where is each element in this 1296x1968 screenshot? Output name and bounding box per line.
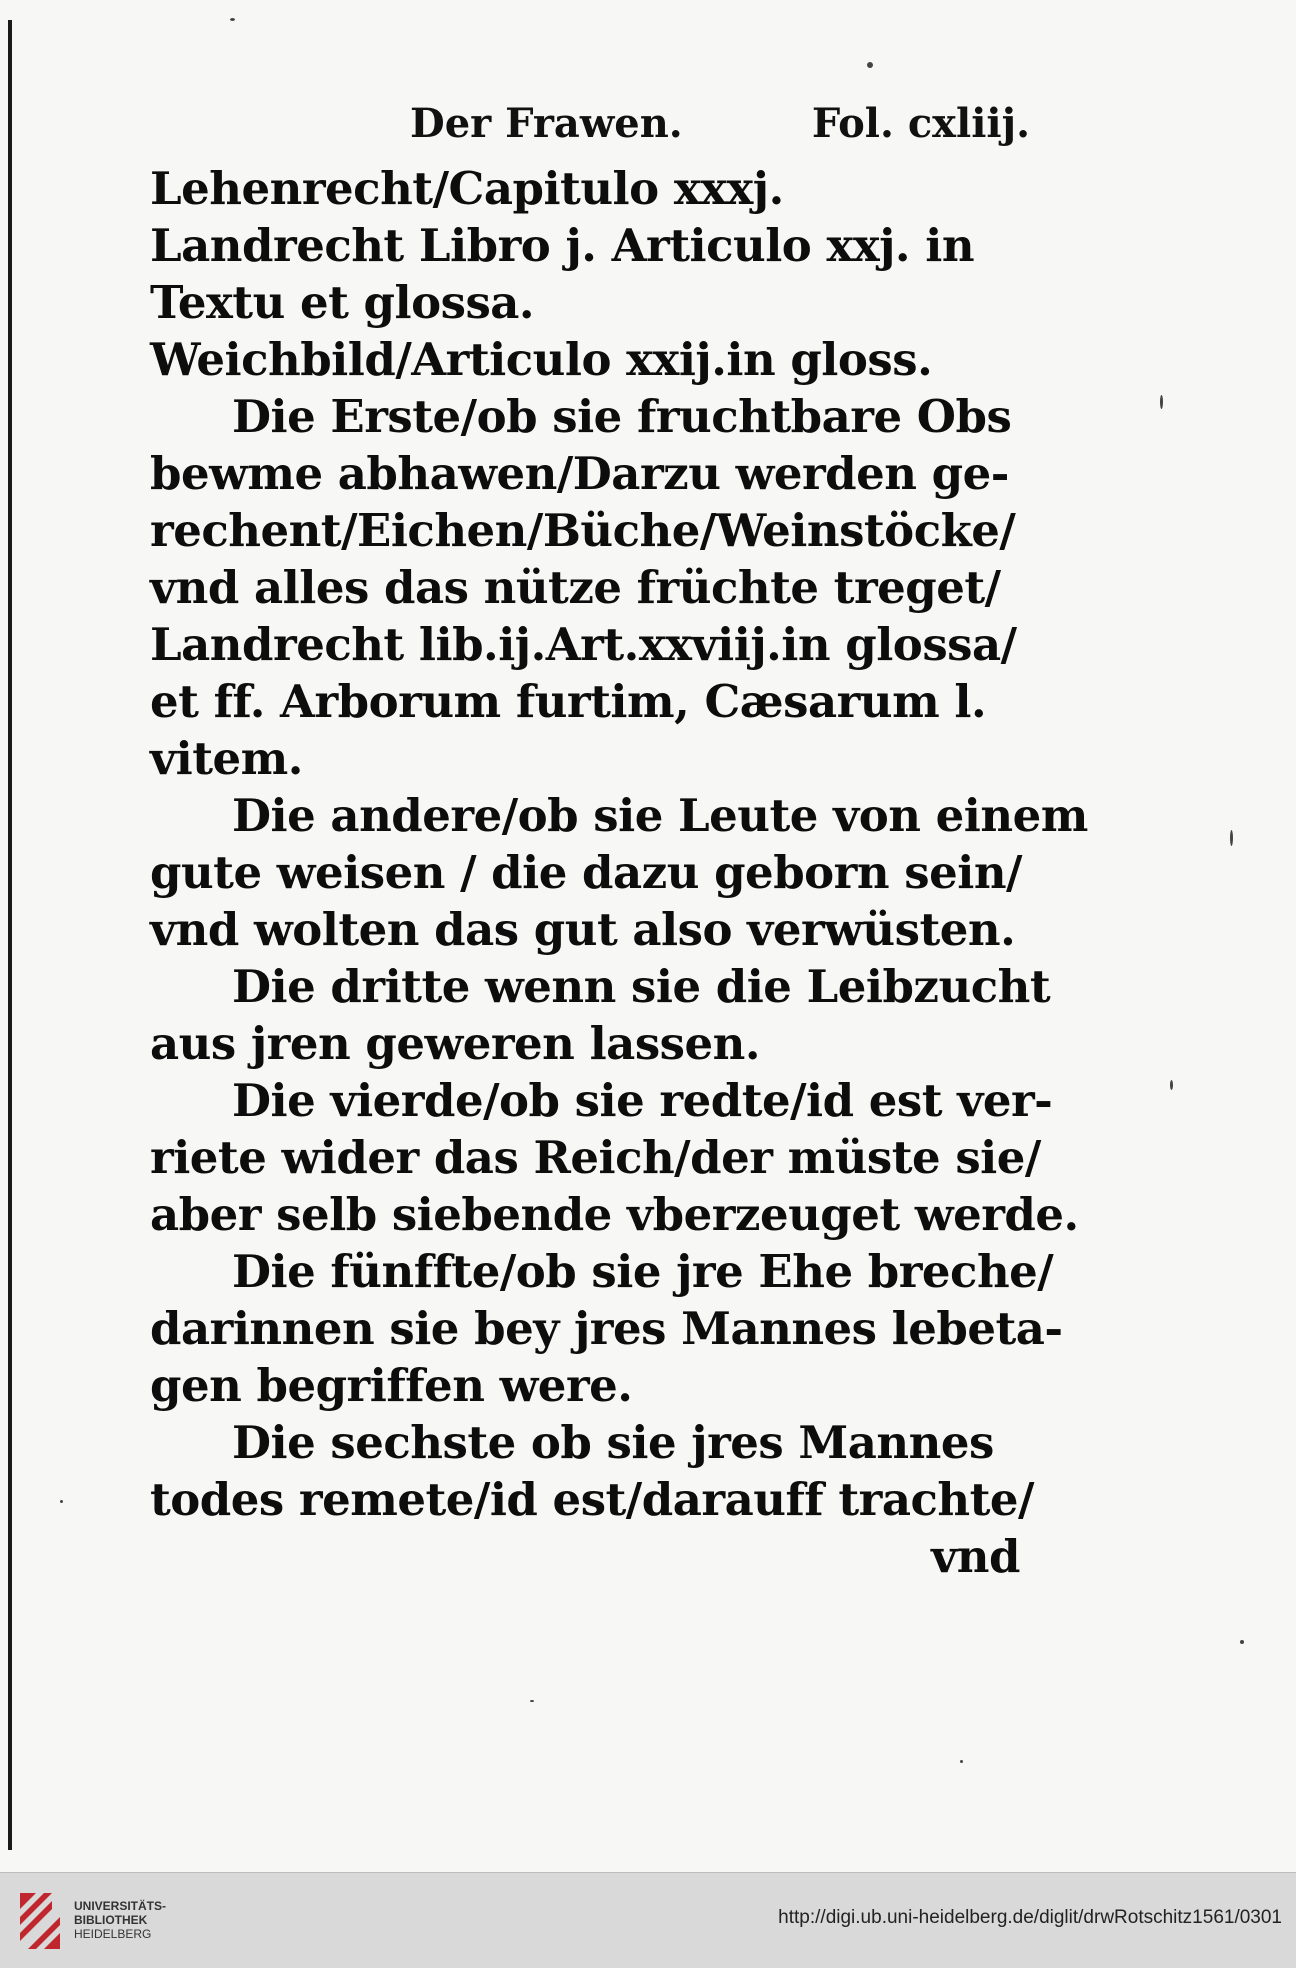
text-line: bewme abhawen/Darzu werden ge- — [150, 447, 1009, 500]
folio-number: Fol. cxliij. — [811, 100, 1030, 147]
paper-speck — [60, 1500, 63, 1503]
text-line: Lehenrecht/Capitulo xxxj. — [150, 162, 784, 215]
text-line: gen begriffen were. — [150, 1359, 633, 1412]
text-line: Die sechste ob sie jres Mannes — [232, 1416, 994, 1469]
paper-speck — [1240, 1640, 1244, 1644]
text-line: Die Erste/ob sie fruchtbare Obs — [232, 390, 1012, 443]
text-line: todes remete/id est/darauff trachte/ — [150, 1473, 1034, 1526]
binding-edge — [8, 20, 12, 1850]
text-line: rechent/Eichen/Büche/Weinstöcke/ — [150, 504, 1016, 557]
library-logo-icon — [14, 1887, 64, 1953]
library-name-line: HEIDELBERG — [74, 1927, 152, 1941]
paper-speck — [230, 18, 235, 21]
library-name-line: UNIVERSITÄTS- — [74, 1899, 167, 1913]
text-line: vitem. — [150, 732, 303, 785]
text-line: Die vierde/ob sie redte/id est ver- — [232, 1074, 1053, 1127]
text-line: vnd — [931, 1530, 1020, 1583]
text-line: gute weisen / die dazu geborn sein/ — [150, 846, 1022, 899]
footer-bar — [0, 1872, 1296, 1968]
paper-speck — [1230, 830, 1233, 846]
text-line: Landrecht lib.ij.Art.xxviij.in glossa/ — [150, 618, 1017, 671]
text-line: darinnen sie bey jres Mannes lebeta- — [150, 1302, 1063, 1355]
text-line: Die dritte wenn sie die Leibzucht — [232, 960, 1051, 1013]
text-line: riete wider das Reich/der müste sie/ — [150, 1131, 1041, 1184]
body-text — [150, 160, 1088, 1585]
paper-speck — [867, 62, 873, 68]
library-name-line: BIBLIOTHEK — [74, 1913, 148, 1927]
paper-speck — [960, 1760, 963, 1763]
text-line: Landrecht Libro j. Articulo xxj. in — [150, 219, 975, 272]
text-line: Die fünffte/ob sie jre Ehe breche/ — [232, 1245, 1054, 1298]
running-head — [150, 100, 1030, 156]
source-url-link[interactable]: http://digi.ub.uni-heidelberg.de/diglit/drwRotschitz1561/0301 — [778, 1907, 1282, 1928]
text-line: Die andere/ob sie Leute von einem — [232, 789, 1088, 842]
running-title: Der Frawen. — [410, 100, 683, 147]
paper-speck — [1160, 395, 1163, 409]
text-line: vnd alles das nütze früchte treget/ — [150, 561, 1001, 614]
library-name — [74, 1899, 166, 1941]
paper-speck — [530, 1700, 534, 1702]
text-line: Weichbild/Articulo xxij.in gloss. — [150, 333, 933, 386]
text-line: aber selb siebende vberzeuget werde. — [150, 1188, 1079, 1241]
text-line: et ff. Arborum furtim, Cæsarum l. — [150, 675, 987, 728]
text-line: Textu et glossa. — [150, 276, 535, 329]
text-line: vnd wolten das gut also verwüsten. — [150, 903, 1016, 956]
paper-speck — [1170, 1080, 1173, 1090]
text-line: aus jren geweren lassen. — [150, 1017, 761, 1070]
